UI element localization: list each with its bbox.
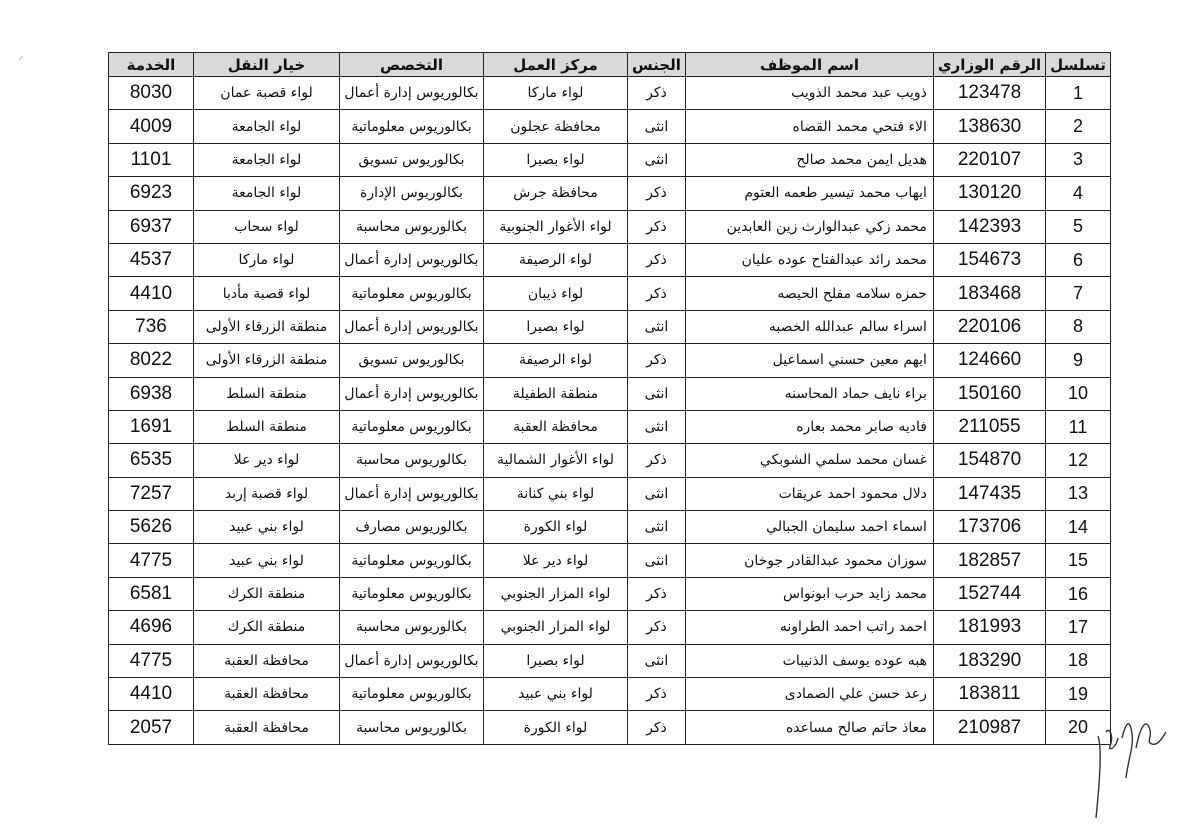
cell-gender: انثى <box>628 477 686 510</box>
table-row <box>109 444 1111 477</box>
cell-transfer-choice: لواء الجامعة <box>194 143 340 176</box>
table-row <box>109 377 1111 410</box>
header-ministry-no: الرقم الوزاري <box>933 53 1045 77</box>
cell-name: هديل ايمن محمد صالح <box>685 143 933 176</box>
cell-ministry-no: 138630 <box>933 110 1045 143</box>
cell-seq: 18 <box>1046 644 1111 677</box>
cell-service: 8030 <box>109 77 194 110</box>
cell-seq: 1 <box>1046 77 1111 110</box>
cell-specialization: بكالوريوس إدارة أعمال <box>340 377 484 410</box>
table-row <box>109 511 1111 544</box>
cell-service: 6581 <box>109 577 194 610</box>
cell-service: 8022 <box>109 344 194 377</box>
header-specialization: التخصص <box>340 53 484 77</box>
cell-gender: ذكر <box>628 711 686 744</box>
table-row <box>109 277 1111 310</box>
cell-seq: 11 <box>1046 410 1111 443</box>
cell-work-center: محافظة جرش <box>484 177 628 210</box>
cell-ministry-no: 124660 <box>933 344 1045 377</box>
cell-ministry-no: 220107 <box>933 143 1045 176</box>
cell-gender: انثى <box>628 377 686 410</box>
table-row <box>109 344 1111 377</box>
cell-service: 4410 <box>109 678 194 711</box>
cell-name: ايهم معين حسني اسماعيل <box>685 344 933 377</box>
table-row <box>109 210 1111 243</box>
table-row <box>109 544 1111 577</box>
cell-seq: 12 <box>1046 444 1111 477</box>
cell-name: اسماء احمد سليمان الجبالي <box>685 511 933 544</box>
cell-name: محمد زكي عبدالوارث زين العابدين <box>685 210 933 243</box>
cell-name: ذويب عبد محمد الذويب <box>685 77 933 110</box>
cell-transfer-choice: لواء بني عبيد <box>194 511 340 544</box>
cell-specialization: بكالوريوس معلوماتية <box>340 277 484 310</box>
cell-ministry-no: 152744 <box>933 577 1045 610</box>
cell-seq: 20 <box>1046 711 1111 744</box>
cell-name: فاديه صابر محمد بعاره <box>685 410 933 443</box>
cell-name: براء نايف حماد المحاسنه <box>685 377 933 410</box>
cell-work-center: لواء بني عبيد <box>484 678 628 711</box>
table-row <box>109 711 1111 744</box>
cell-service: 4775 <box>109 644 194 677</box>
cell-specialization: بكالوريوس محاسبة <box>340 611 484 644</box>
cell-specialization: بكالوريوس محاسبة <box>340 711 484 744</box>
table-row <box>109 77 1111 110</box>
cell-service: 4696 <box>109 611 194 644</box>
table-row <box>109 678 1111 711</box>
cell-service: 4410 <box>109 277 194 310</box>
table-row <box>109 143 1111 176</box>
cell-work-center: لواء بني كنانة <box>484 477 628 510</box>
cell-seq: 15 <box>1046 544 1111 577</box>
cell-ministry-no: 154673 <box>933 243 1045 276</box>
cell-specialization: بكالوريوس معلوماتية <box>340 544 484 577</box>
cell-gender: ذكر <box>628 243 686 276</box>
cell-service: 736 <box>109 310 194 343</box>
cell-gender: ذكر <box>628 344 686 377</box>
cell-gender: انثى <box>628 143 686 176</box>
cell-work-center: لواء ذيبان <box>484 277 628 310</box>
cell-seq: 5 <box>1046 210 1111 243</box>
table-header-row <box>109 53 1111 77</box>
cell-name: غسان محمد سلمي الشوبكي <box>685 444 933 477</box>
cell-ministry-no: 182857 <box>933 544 1045 577</box>
cell-work-center: لواء المزار الجنوبي <box>484 577 628 610</box>
cell-seq: 10 <box>1046 377 1111 410</box>
cell-work-center: لواء بصيرا <box>484 644 628 677</box>
cell-seq: 19 <box>1046 678 1111 711</box>
cell-ministry-no: 211055 <box>933 410 1045 443</box>
table-row <box>109 477 1111 510</box>
cell-work-center: لواء بصيرا <box>484 143 628 176</box>
cell-service: 4537 <box>109 243 194 276</box>
cell-name: اسراء سالم عبدالله الخصبه <box>685 310 933 343</box>
cell-name: احمد راتب احمد الطراونه <box>685 611 933 644</box>
cell-transfer-choice: لواء قصبة عمان <box>194 77 340 110</box>
cell-gender: انثى <box>628 644 686 677</box>
header-gender: الجنس <box>628 53 686 77</box>
cell-work-center: لواء المزار الجنوبي <box>484 611 628 644</box>
cell-name: محمد رائد عبدالفتاح عوده عليان <box>685 243 933 276</box>
cell-ministry-no: 183290 <box>933 644 1045 677</box>
cell-specialization: بكالوريوس تسويق <box>340 344 484 377</box>
cell-transfer-choice: لواء سحاب <box>194 210 340 243</box>
cell-service: 4009 <box>109 110 194 143</box>
scan-speck <box>18 46 24 52</box>
header-transfer-choice: خيار النقل <box>194 53 340 77</box>
cell-seq: 8 <box>1046 310 1111 343</box>
cell-service: 6923 <box>109 177 194 210</box>
cell-transfer-choice: لواء دير علا <box>194 444 340 477</box>
cell-ministry-no: 130120 <box>933 177 1045 210</box>
cell-service: 7257 <box>109 477 194 510</box>
cell-ministry-no: 123478 <box>933 77 1045 110</box>
cell-specialization: بكالوريوس معلوماتية <box>340 678 484 711</box>
cell-work-center: محافظة عجلون <box>484 110 628 143</box>
cell-transfer-choice: لواء ماركا <box>194 243 340 276</box>
cell-specialization: بكالوريوس تسويق <box>340 143 484 176</box>
cell-work-center: لواء الأغوار الجنوبية <box>484 210 628 243</box>
cell-seq: 7 <box>1046 277 1111 310</box>
cell-service: 6938 <box>109 377 194 410</box>
cell-specialization: بكالوريوس إدارة أعمال <box>340 77 484 110</box>
cell-ministry-no: 210987 <box>933 711 1045 744</box>
cell-seq: 13 <box>1046 477 1111 510</box>
cell-name: الاء فتحي محمد القضاه <box>685 110 933 143</box>
cell-name: معاذ حاتم صالح مساعده <box>685 711 933 744</box>
handwritten-signature <box>1092 708 1172 828</box>
cell-gender: انثى <box>628 511 686 544</box>
cell-specialization: بكالوريوس محاسبة <box>340 444 484 477</box>
cell-seq: 14 <box>1046 511 1111 544</box>
cell-seq: 17 <box>1046 611 1111 644</box>
cell-seq: 9 <box>1046 344 1111 377</box>
cell-work-center: لواء ماركا <box>484 77 628 110</box>
cell-work-center: لواء بصيرا <box>484 310 628 343</box>
table-row <box>109 177 1111 210</box>
table-row <box>109 577 1111 610</box>
cell-name: حمزه سلامه مفلح الحيصه <box>685 277 933 310</box>
cell-gender: انثى <box>628 310 686 343</box>
cell-transfer-choice: منطقة الزرقاء الأولى <box>194 344 340 377</box>
cell-name: دلال محمود احمد عريقات <box>685 477 933 510</box>
cell-specialization: بكالوريوس معلوماتية <box>340 110 484 143</box>
table-row <box>109 110 1111 143</box>
cell-gender: ذكر <box>628 277 686 310</box>
cell-service: 2057 <box>109 711 194 744</box>
cell-transfer-choice: منطقة السلط <box>194 377 340 410</box>
cell-work-center: لواء الكورة <box>484 511 628 544</box>
cell-transfer-choice: منطقة السلط <box>194 410 340 443</box>
cell-transfer-choice: لواء قصبة مأدبا <box>194 277 340 310</box>
cell-service: 1101 <box>109 143 194 176</box>
cell-work-center: محافظة العقبة <box>484 410 628 443</box>
header-seq: تسلسل <box>1046 53 1111 77</box>
cell-work-center: لواء الكورة <box>484 711 628 744</box>
cell-gender: ذكر <box>628 678 686 711</box>
cell-transfer-choice: منطقة الكرك <box>194 577 340 610</box>
cell-name: محمد زايد حرب ابونواس <box>685 577 933 610</box>
cell-transfer-choice: منطقة الزرقاء الأولى <box>194 310 340 343</box>
cell-name: سوزان محمود عبدالقادر جوخان <box>685 544 933 577</box>
cell-ministry-no: 183811 <box>933 678 1045 711</box>
cell-service: 1691 <box>109 410 194 443</box>
cell-gender: ذكر <box>628 577 686 610</box>
cell-specialization: بكالوريوس إدارة أعمال <box>340 644 484 677</box>
cell-service: 4775 <box>109 544 194 577</box>
header-name: اسم الموظف <box>685 53 933 77</box>
cell-specialization: بكالوريوس الإدارة <box>340 177 484 210</box>
cell-specialization: بكالوريوس إدارة أعمال <box>340 243 484 276</box>
cell-service: 6535 <box>109 444 194 477</box>
transfer-table-container <box>108 52 1111 745</box>
cell-ministry-no: 220106 <box>933 310 1045 343</box>
cell-transfer-choice: منطقة الكرك <box>194 611 340 644</box>
cell-gender: ذكر <box>628 210 686 243</box>
cell-name: ايهاب محمد تيسير طعمه العتوم <box>685 177 933 210</box>
cell-gender: انثى <box>628 110 686 143</box>
employee-transfer-table <box>108 52 1111 745</box>
cell-gender: ذكر <box>628 77 686 110</box>
table-row <box>109 243 1111 276</box>
cell-seq: 2 <box>1046 110 1111 143</box>
table-row <box>109 410 1111 443</box>
cell-work-center: لواء الأغوار الشمالية <box>484 444 628 477</box>
cell-transfer-choice: لواء الجامعة <box>194 110 340 143</box>
cell-ministry-no: 173706 <box>933 511 1045 544</box>
cell-name: رعد حسن علي الصمادى <box>685 678 933 711</box>
cell-ministry-no: 154870 <box>933 444 1045 477</box>
cell-gender: ذكر <box>628 444 686 477</box>
cell-transfer-choice: لواء بني عبيد <box>194 544 340 577</box>
cell-specialization: بكالوريوس محاسبة <box>340 210 484 243</box>
table-row <box>109 310 1111 343</box>
table-row <box>109 611 1111 644</box>
cell-specialization: بكالوريوس إدارة أعمال <box>340 310 484 343</box>
cell-name: هبه عوده يوسف الذنيبات <box>685 644 933 677</box>
cell-seq: 16 <box>1046 577 1111 610</box>
cell-transfer-choice: محافظة العقبة <box>194 644 340 677</box>
cell-ministry-no: 142393 <box>933 210 1045 243</box>
cell-transfer-choice: محافظة العقبة <box>194 678 340 711</box>
cell-seq: 4 <box>1046 177 1111 210</box>
cell-work-center: منطقة الطفيلة <box>484 377 628 410</box>
cell-ministry-no: 147435 <box>933 477 1045 510</box>
cell-ministry-no: 150160 <box>933 377 1045 410</box>
header-service: الخدمة <box>109 53 194 77</box>
cell-gender: ذكر <box>628 611 686 644</box>
table-row <box>109 644 1111 677</box>
cell-work-center: لواء دير علا <box>484 544 628 577</box>
cell-seq: 6 <box>1046 243 1111 276</box>
header-work-center: مركز العمل <box>484 53 628 77</box>
cell-service: 5626 <box>109 511 194 544</box>
cell-transfer-choice: محافظة العقبة <box>194 711 340 744</box>
cell-specialization: بكالوريوس معلوماتية <box>340 577 484 610</box>
cell-seq: 3 <box>1046 143 1111 176</box>
cell-ministry-no: 181993 <box>933 611 1045 644</box>
cell-specialization: بكالوريوس إدارة أعمال <box>340 477 484 510</box>
cell-gender: ذكر <box>628 177 686 210</box>
cell-work-center: لواء الرصيفة <box>484 344 628 377</box>
cell-specialization: بكالوريوس معلوماتية <box>340 410 484 443</box>
cell-gender: انثى <box>628 410 686 443</box>
cell-transfer-choice: لواء قصبة إربد <box>194 477 340 510</box>
cell-work-center: لواء الرصيفة <box>484 243 628 276</box>
cell-specialization: بكالوريوس مصارف <box>340 511 484 544</box>
cell-ministry-no: 183468 <box>933 277 1045 310</box>
cell-transfer-choice: لواء الجامعة <box>194 177 340 210</box>
cell-service: 6937 <box>109 210 194 243</box>
cell-gender: انثى <box>628 544 686 577</box>
